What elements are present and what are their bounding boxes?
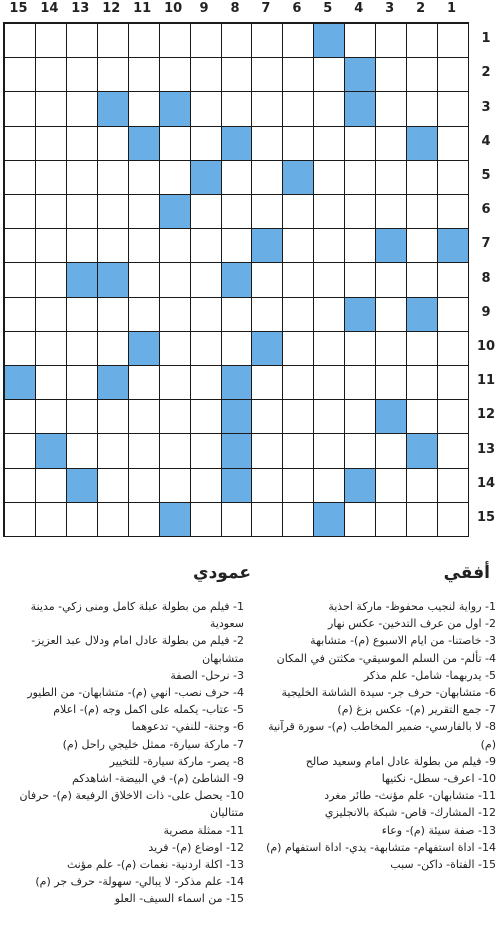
grid-cell[interactable] — [282, 399, 314, 434]
grid-cell[interactable] — [406, 160, 438, 195]
grid-cell[interactable] — [437, 91, 469, 126]
grid-cell[interactable] — [406, 228, 438, 263]
grid-cell[interactable] — [437, 262, 469, 297]
grid-cell[interactable] — [406, 57, 438, 92]
across-clue: 6- متشابهان- حرف جر- سيدة الشاشة الخليجية — [281, 686, 496, 700]
grid-cell[interactable] — [313, 91, 345, 126]
row-number: 9 — [481, 304, 491, 320]
grid-cell[interactable] — [375, 160, 407, 195]
across-clue: 4- تألم- من السلم الموسيقي- مكثتن في المكان — [276, 651, 496, 665]
grid-cell[interactable] — [375, 468, 407, 503]
grid-cell[interactable] — [66, 91, 98, 126]
grid-cell[interactable] — [35, 262, 67, 297]
grid-cell[interactable] — [282, 57, 314, 92]
down-clue: 9- الشاطئ (م)- في البيضة- اشاهدكم — [72, 772, 244, 786]
column-number: 7 — [261, 1, 271, 16]
grid-cell[interactable] — [251, 297, 283, 332]
grid-cell[interactable] — [313, 228, 345, 263]
column-number: 1 — [447, 1, 457, 16]
grid-cell[interactable] — [344, 160, 376, 195]
row-number: 5 — [481, 167, 491, 183]
grid-cell[interactable] — [406, 502, 438, 537]
grid-block-cell — [128, 126, 160, 161]
grid-cell[interactable] — [406, 194, 438, 229]
grid-cell[interactable] — [128, 23, 160, 58]
column-number: 2 — [416, 1, 426, 16]
grid-block-cell — [221, 399, 253, 434]
column-number: 11 — [133, 1, 152, 16]
grid-cell[interactable] — [437, 399, 469, 434]
grid-cell[interactable] — [251, 399, 283, 434]
grid-block-cell — [221, 433, 253, 468]
across-clue: 10- اعرف- سطل- نكتيها — [381, 772, 496, 786]
grid-cell[interactable] — [35, 194, 67, 229]
grid-cell[interactable] — [159, 433, 191, 468]
grid-block-cell — [221, 126, 253, 161]
grid-cell[interactable] — [313, 194, 345, 229]
row-numbers — [472, 22, 500, 535]
grid-cell[interactable] — [4, 262, 36, 297]
grid-block-cell — [251, 331, 283, 366]
grid-cell[interactable] — [97, 468, 129, 503]
grid-block-cell — [313, 23, 345, 58]
grid-cell[interactable] — [66, 297, 98, 332]
grid-block-cell — [344, 57, 376, 92]
grid-cell[interactable] — [406, 365, 438, 400]
grid-block-cell — [344, 91, 376, 126]
grid-block-cell — [344, 297, 376, 332]
grid-cell[interactable] — [4, 228, 36, 263]
grid-cell[interactable] — [313, 160, 345, 195]
grid-cell[interactable] — [159, 297, 191, 332]
grid-cell[interactable] — [35, 91, 67, 126]
column-number: 8 — [230, 1, 240, 16]
grid-block-cell — [406, 126, 438, 161]
grid-cell[interactable] — [313, 399, 345, 434]
grid-cell[interactable] — [4, 502, 36, 537]
grid-cell[interactable] — [406, 262, 438, 297]
grid-block-cell — [375, 228, 407, 263]
across-clue: 3- خاصتنا- من ايام الاسبوع (م)- متشابهة — [310, 634, 496, 648]
grid-cell[interactable] — [221, 194, 253, 229]
grid-cell[interactable] — [190, 91, 222, 126]
grid-cell[interactable] — [4, 297, 36, 332]
grid-cell[interactable] — [221, 57, 253, 92]
column-number: 3 — [385, 1, 395, 16]
down-clue: 5- عتاب- يكمله على اكمل وجه (م)- اعلام — [53, 703, 244, 717]
grid-cell[interactable] — [313, 433, 345, 468]
down-clue: 10- يحصل على- ذات الاخلاق الرفيعة (م)- حرفان متتاليان — [19, 789, 244, 820]
grid-cell[interactable] — [251, 433, 283, 468]
grid-cell[interactable] — [66, 365, 98, 400]
grid-cell[interactable] — [313, 126, 345, 161]
down-clue: 7- ماركة سيارة- ممثل خليجي راحل (م) — [62, 737, 244, 751]
grid-cell[interactable] — [282, 91, 314, 126]
grid-cell[interactable] — [437, 57, 469, 92]
row-number: 3 — [481, 99, 491, 115]
grid-cell[interactable] — [35, 399, 67, 434]
grid-cell[interactable] — [4, 468, 36, 503]
grid-cell[interactable] — [221, 23, 253, 58]
grid-cell[interactable] — [159, 331, 191, 366]
down-heading: عمودي — [193, 563, 251, 583]
grid-cell[interactable] — [190, 468, 222, 503]
column-number: 4 — [354, 1, 364, 16]
grid-block-cell — [66, 468, 98, 503]
grid-cell[interactable] — [4, 126, 36, 161]
grid-block-cell — [97, 365, 129, 400]
grid-cell[interactable] — [344, 331, 376, 366]
grid-cell[interactable] — [97, 194, 129, 229]
grid-cell[interactable] — [344, 433, 376, 468]
grid-cell[interactable] — [437, 365, 469, 400]
grid-cell[interactable] — [375, 91, 407, 126]
grid-cell[interactable] — [35, 126, 67, 161]
across-clue: 7- جمع التقرير (م)- عكس بزغ (م) — [337, 703, 496, 717]
grid-block-cell — [221, 365, 253, 400]
grid-cell[interactable] — [344, 399, 376, 434]
grid-cell[interactable] — [282, 297, 314, 332]
grid-block-cell — [159, 502, 191, 537]
grid-cell[interactable] — [190, 126, 222, 161]
grid-cell[interactable] — [406, 399, 438, 434]
grid-cell[interactable] — [4, 160, 36, 195]
grid-cell[interactable] — [97, 297, 129, 332]
column-numbers — [0, 0, 464, 22]
grid-cell[interactable] — [35, 365, 67, 400]
grid-cell[interactable] — [35, 468, 67, 503]
across-clue: 5- يدربهما- شامل- علم مذكر — [363, 668, 496, 682]
across-clue: 9- فيلم من بطولة عادل امام وسعيد صالح — [305, 754, 496, 768]
grid-cell[interactable] — [313, 297, 345, 332]
grid-cell[interactable] — [437, 194, 469, 229]
grid-cell[interactable] — [66, 399, 98, 434]
grid-cell[interactable] — [4, 91, 36, 126]
grid-block-cell — [221, 262, 253, 297]
grid-cell[interactable] — [159, 228, 191, 263]
grid-cell[interactable] — [190, 57, 222, 92]
grid-cell[interactable] — [66, 57, 98, 92]
grid-block-cell — [375, 399, 407, 434]
grid-block-cell — [159, 194, 191, 229]
column-number: 9 — [199, 1, 209, 16]
grid-cell[interactable] — [97, 23, 129, 58]
grid-cell[interactable] — [251, 160, 283, 195]
down-clue: 3- نرحل- الصفة — [170, 668, 244, 682]
grid-block-cell — [4, 365, 36, 400]
row-number: 4 — [481, 133, 491, 149]
grid-cell[interactable] — [375, 262, 407, 297]
grid-cell[interactable] — [128, 160, 160, 195]
grid-block-cell — [344, 468, 376, 503]
grid-cell[interactable] — [128, 262, 160, 297]
column-number: 5 — [323, 1, 333, 16]
grid-block-cell — [128, 331, 160, 366]
grid-cell[interactable] — [375, 365, 407, 400]
grid-cell[interactable] — [406, 91, 438, 126]
grid-cell[interactable] — [375, 433, 407, 468]
grid-cell[interactable] — [128, 502, 160, 537]
grid-block-cell — [251, 228, 283, 263]
grid-cell[interactable] — [190, 194, 222, 229]
row-number: 8 — [481, 270, 491, 286]
grid-cell[interactable] — [344, 23, 376, 58]
grid-block-cell — [406, 433, 438, 468]
grid-block-cell — [66, 262, 98, 297]
grid-cell[interactable] — [221, 228, 253, 263]
across-clue: 1- رواية لنجيب محفوظ- ماركة احذية — [328, 600, 496, 613]
grid-cell[interactable] — [344, 365, 376, 400]
down-clue: 8- يصر- ماركة سيارة- للتخيير — [109, 754, 244, 768]
down-clue: 14- علم مذكر- لا يبالي- سهولة- حرف جر (م) — [35, 875, 244, 889]
grid-cell[interactable] — [35, 228, 67, 263]
grid-cell[interactable] — [251, 126, 283, 161]
grid-cell[interactable] — [221, 297, 253, 332]
row-number: 13 — [476, 441, 496, 457]
grid-cell[interactable] — [437, 502, 469, 537]
grid-cell[interactable] — [128, 297, 160, 332]
grid-cell[interactable] — [190, 331, 222, 366]
grid-block-cell — [437, 228, 469, 263]
grid-cell[interactable] — [251, 262, 283, 297]
grid-cell[interactable] — [159, 23, 191, 58]
grid-cell[interactable] — [344, 502, 376, 537]
grid-cell[interactable] — [97, 331, 129, 366]
grid-cell[interactable] — [159, 399, 191, 434]
column-number: 6 — [292, 1, 302, 16]
grid-cell[interactable] — [375, 57, 407, 92]
column-number: 15 — [9, 1, 28, 16]
grid-cell[interactable] — [4, 57, 36, 92]
grid-cell[interactable] — [251, 194, 283, 229]
grid-cell[interactable] — [437, 331, 469, 366]
grid-cell[interactable] — [66, 23, 98, 58]
grid-cell[interactable] — [406, 331, 438, 366]
down-clues — [4, 598, 244, 908]
down-clue: 2- فيلم من بطولة عادل امام ودلال عبد العزيز- متشابهان — [31, 634, 244, 665]
grid-cell[interactable] — [251, 502, 283, 537]
row-number: 15 — [476, 509, 496, 525]
grid-cell[interactable] — [128, 399, 160, 434]
grid-cell[interactable] — [437, 23, 469, 58]
grid-cell[interactable] — [66, 502, 98, 537]
grid-cell[interactable] — [159, 57, 191, 92]
grid-block-cell — [97, 262, 129, 297]
grid-cell[interactable] — [159, 468, 191, 503]
column-number: 14 — [40, 1, 59, 16]
grid-block-cell — [313, 502, 345, 537]
grid-cell[interactable] — [66, 433, 98, 468]
grid-block-cell — [221, 468, 253, 503]
grid-cell[interactable] — [128, 468, 160, 503]
grid-cell[interactable] — [190, 297, 222, 332]
grid-cell[interactable] — [344, 126, 376, 161]
grid-cell[interactable] — [282, 502, 314, 537]
grid-cell[interactable] — [282, 23, 314, 58]
grid-cell[interactable] — [128, 91, 160, 126]
column-number: 13 — [71, 1, 90, 16]
grid-cell[interactable] — [35, 23, 67, 58]
row-number: 10 — [476, 338, 496, 354]
grid-cell[interactable] — [282, 331, 314, 366]
grid-cell[interactable] — [221, 91, 253, 126]
grid-cell[interactable] — [159, 160, 191, 195]
grid-cell[interactable] — [35, 331, 67, 366]
across-clue: 8- لا بالفارسي- ضمير المخاطب (م)- سورة قرآنية (م) — [268, 720, 496, 751]
grid-block-cell — [282, 160, 314, 195]
grid-cell[interactable] — [251, 468, 283, 503]
grid-cell[interactable] — [344, 262, 376, 297]
down-clue: 12- اوضاع (م)- فريد — [148, 840, 244, 854]
grid-cell[interactable] — [313, 57, 345, 92]
grid-block-cell — [406, 297, 438, 332]
grid-cell[interactable] — [344, 228, 376, 263]
grid-cell[interactable] — [282, 126, 314, 161]
grid-cell[interactable] — [128, 194, 160, 229]
grid-cell[interactable] — [35, 160, 67, 195]
row-number: 2 — [481, 65, 491, 81]
down-clue: 1- فيلم من بطولة عبلة كامل ومنى زكي- مدينة سعودية — [30, 600, 244, 631]
grid-cell[interactable] — [4, 433, 36, 468]
row-number: 1 — [481, 31, 491, 47]
grid-cell[interactable] — [97, 160, 129, 195]
grid-cell[interactable] — [375, 126, 407, 161]
grid-cell[interactable] — [221, 160, 253, 195]
grid-cell[interactable] — [344, 194, 376, 229]
grid-cell[interactable] — [4, 23, 36, 58]
grid-cell[interactable] — [159, 262, 191, 297]
down-clue: 11- ممثلة مصرية — [163, 823, 244, 837]
grid-cell[interactable] — [97, 399, 129, 434]
grid-cell[interactable] — [190, 365, 222, 400]
down-clue: 15- من اسماء السيف- العلو — [114, 892, 244, 906]
grid-cell[interactable] — [35, 297, 67, 332]
grid-cell[interactable] — [437, 297, 469, 332]
grid-block-cell — [35, 433, 67, 468]
across-clue: 11- متشابهان- علم مؤنث- طائر مغرد — [324, 789, 496, 803]
row-number: 7 — [481, 236, 491, 252]
grid-cell[interactable] — [251, 23, 283, 58]
grid-cell[interactable] — [159, 365, 191, 400]
grid-cell[interactable] — [190, 399, 222, 434]
grid-cell[interactable] — [66, 194, 98, 229]
across-clue: 15- الفتاة- داكن- سبب — [390, 858, 496, 872]
grid-cell[interactable] — [437, 160, 469, 195]
grid-block-cell — [190, 160, 222, 195]
grid-cell[interactable] — [97, 57, 129, 92]
grid-block-cell — [159, 91, 191, 126]
column-number: 12 — [102, 1, 121, 16]
grid-cell[interactable] — [437, 126, 469, 161]
across-clue: 12- المشارك- قاص- شبكة بالانجليزي — [324, 806, 496, 820]
down-clue: 6- وجنة- للنفي- تدعوهما — [131, 720, 244, 734]
across-clue: 14- اداة استفهام- متشابهة- يدي- اداة استفهام (م) — [266, 840, 496, 854]
down-clue: 4- حرف نصب- انهي (م)- متشابهان- من الطيور — [27, 686, 244, 700]
grid-cell[interactable] — [313, 262, 345, 297]
grid-cell[interactable] — [66, 126, 98, 161]
grid-cell[interactable] — [437, 468, 469, 503]
row-number: 14 — [476, 475, 496, 491]
grid-cell[interactable] — [282, 365, 314, 400]
grid-cell[interactable] — [251, 91, 283, 126]
grid-cell[interactable] — [4, 399, 36, 434]
grid-cell[interactable] — [406, 23, 438, 58]
grid-cell[interactable] — [221, 331, 253, 366]
grid-cell[interactable] — [282, 433, 314, 468]
grid-cell[interactable] — [282, 468, 314, 503]
grid-cell[interactable] — [66, 331, 98, 366]
grid-cell[interactable] — [97, 126, 129, 161]
grid-cell[interactable] — [282, 228, 314, 263]
grid-cell[interactable] — [128, 57, 160, 92]
grid-cell[interactable] — [190, 228, 222, 263]
grid-cell[interactable] — [313, 365, 345, 400]
grid-cell[interactable] — [375, 194, 407, 229]
grid-cell[interactable] — [375, 23, 407, 58]
grid-cell[interactable] — [66, 160, 98, 195]
grid-cell[interactable] — [97, 433, 129, 468]
across-clue: 13- صفة سيئة (م)- وعاء — [381, 823, 496, 837]
row-number: 12 — [476, 407, 496, 423]
grid-cell[interactable] — [282, 262, 314, 297]
grid-cell[interactable] — [35, 502, 67, 537]
across-heading: أفقي — [443, 563, 490, 583]
grid-cell[interactable] — [375, 297, 407, 332]
grid-block-cell — [97, 91, 129, 126]
across-clue: 2- اول من عرف التدخين- عكس نهار — [327, 617, 496, 631]
grid-cell[interactable] — [4, 194, 36, 229]
grid-cell[interactable] — [159, 126, 191, 161]
grid-cell[interactable] — [313, 331, 345, 366]
grid-cell[interactable] — [190, 502, 222, 537]
grid-cell[interactable] — [282, 194, 314, 229]
grid-cell[interactable] — [437, 433, 469, 468]
row-number: 6 — [481, 202, 491, 218]
grid-cell[interactable] — [128, 365, 160, 400]
grid-cell[interactable] — [190, 23, 222, 58]
grid-cell[interactable] — [375, 502, 407, 537]
grid-cell[interactable] — [190, 262, 222, 297]
grid-cell[interactable] — [97, 228, 129, 263]
grid-cell[interactable] — [128, 228, 160, 263]
across-clues — [250, 598, 496, 873]
grid-cell[interactable] — [4, 331, 36, 366]
grid-cell[interactable] — [313, 468, 345, 503]
down-clue: 13- اكلة اردنية- نغمات (م)- علم مؤنث — [66, 858, 244, 872]
grid-cell[interactable] — [128, 433, 160, 468]
grid-cell[interactable] — [375, 331, 407, 366]
row-number: 11 — [476, 373, 496, 389]
grid-cell[interactable] — [97, 502, 129, 537]
grid-cell[interactable] — [66, 228, 98, 263]
grid-cell[interactable] — [406, 468, 438, 503]
grid-cell[interactable] — [35, 57, 67, 92]
grid-cell[interactable] — [251, 365, 283, 400]
column-number: 10 — [164, 1, 183, 16]
grid-cell[interactable] — [190, 433, 222, 468]
grid-cell[interactable] — [221, 502, 253, 537]
grid-cell[interactable] — [251, 57, 283, 92]
crossword-grid — [3, 22, 469, 537]
